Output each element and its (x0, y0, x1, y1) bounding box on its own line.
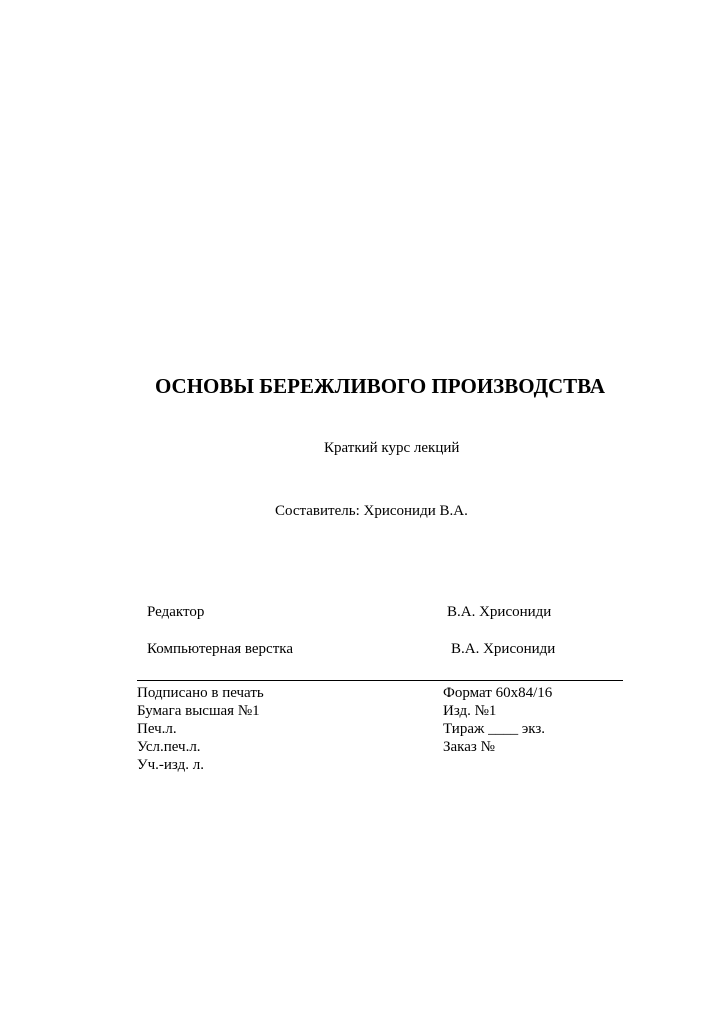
imprint-print-run: Тираж ____ экз. (443, 721, 546, 737)
document-title (0, 374, 724, 399)
imprint-format: Формат 60х84/16 (443, 685, 553, 701)
imprint-paper: Бумага высшая №1 (137, 703, 260, 719)
credit-name-editor: В.А. Хрисониди (447, 604, 552, 620)
imprint-right-column (443, 684, 552, 756)
credit-name-layout: В.А. Хрисониди (451, 641, 556, 657)
imprint-divider (137, 680, 623, 681)
imprint-publishing-sheets: Уч.-изд. л. (137, 757, 204, 773)
compiler-line: Составитель: Хрисониди В.А. (275, 503, 468, 519)
imprint-conventional-sheets: Усл.печ.л. (137, 739, 201, 755)
credit-role-layout: Компьютерная верстка (147, 641, 293, 657)
imprint-edition-number: Изд. №1 (443, 703, 497, 719)
credit-role-editor: Редактор (147, 604, 205, 620)
imprint-left-column (137, 684, 264, 774)
imprint-signed-for-print: Подписано в печать (137, 685, 264, 701)
imprint-print-sheets: Печ.л. (137, 721, 177, 737)
document-subtitle: Краткий курс лекций (324, 440, 460, 456)
imprint-order-number: Заказ № (443, 739, 495, 755)
document-title-text: ОСНОВЫ БЕРЕЖЛИВОГО ПРОИЗВОДСТВА (154, 374, 606, 398)
